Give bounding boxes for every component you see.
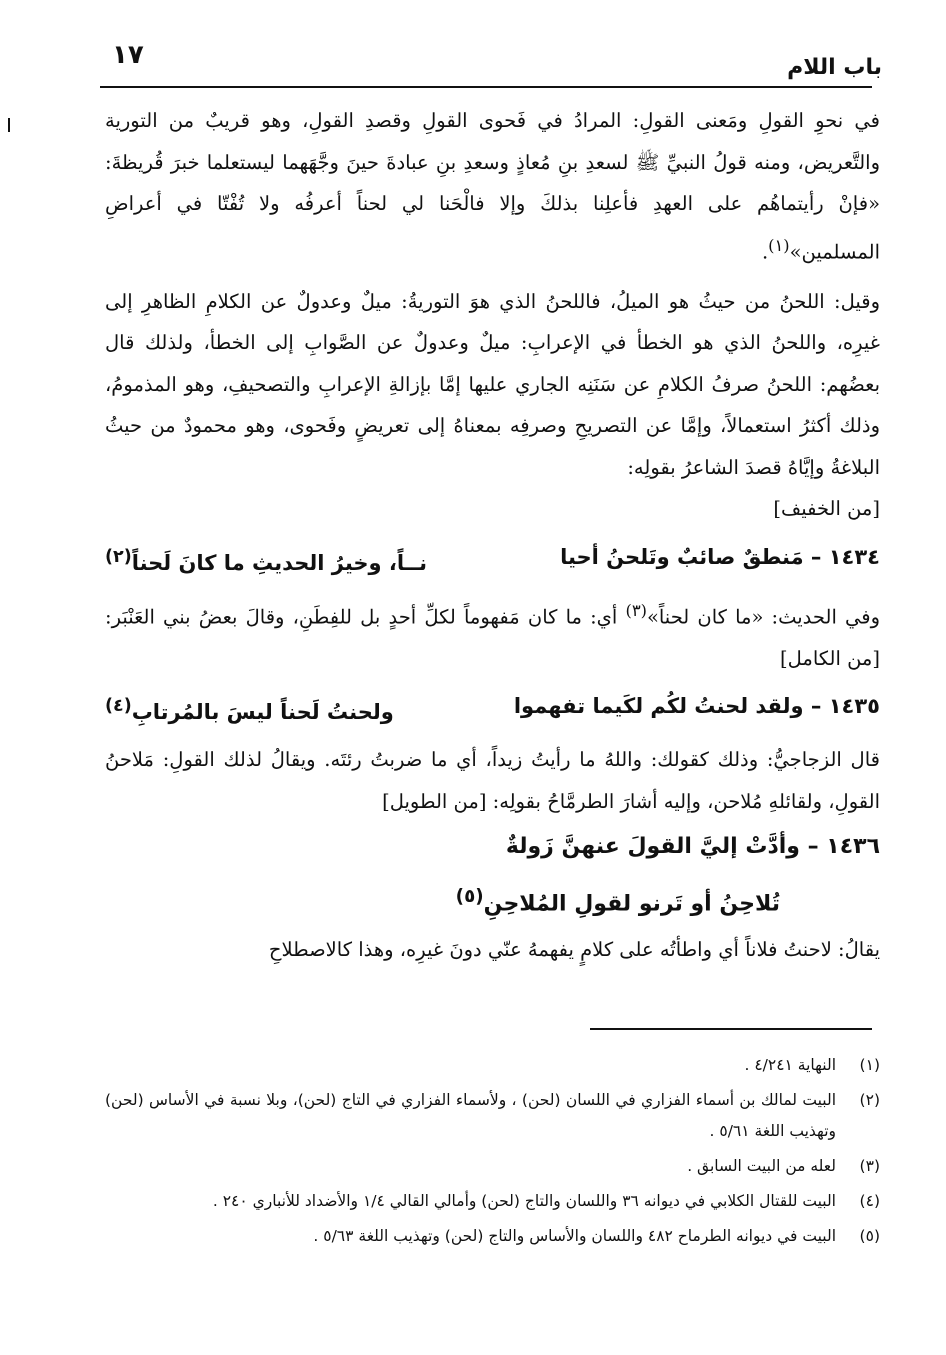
footnote-number: (٢) (859, 1091, 880, 1109)
footnote-number: (٥) (859, 1227, 880, 1245)
verse-1435 (105, 683, 880, 735)
footnote-text: البيت في ديوانه الطرماح ٤٨٢ واللسان والأساس والتاج (لحن) وتهذيب اللغة ٥/٦٣ . (313, 1227, 836, 1245)
footnote-ref: (٥) (455, 886, 484, 907)
footnote-text: النهاية ٤/٢٤١ . (744, 1056, 836, 1074)
footnote-text: البيت لمالك بن أسماء الفزاري في اللسان (لحن) ، ولأسماء الفزاري في التاج (لحن)، وبلا نسبة في الأساس (لحن) وتهذيب اللغة ٥/٦١ . (105, 1091, 836, 1140)
verse-text: ولحنتُ لَحناً ليسَ بالمُرتابِ (131, 700, 394, 724)
meter-label: [من الكامل] (780, 646, 880, 670)
footnote-number: (٤) (859, 1192, 880, 1210)
paragraph-text: وفي الحديث: «ما كان لحناً» (646, 605, 880, 628)
header-rule (100, 86, 872, 88)
footnote-item (105, 1151, 880, 1182)
main-text (105, 100, 880, 971)
paragraph-5: يقالُ: لاحنتُ فلاناً أي واطأتُه على كلامٍ يفهمهُ عنّي دونَ غيرِه، وهذا كالاصطلاحِ (268, 938, 880, 962)
footnote-item (105, 1050, 880, 1081)
verse-first-hemistich: ١٤٣٤ – مَنطقٌ صائبٌ وتَلحنُ أحيا (560, 544, 880, 569)
meter-label: [من الخفيف] (773, 497, 880, 520)
footnote-ref: (٤) (105, 696, 132, 716)
footnote-rule (590, 1028, 872, 1030)
footnote-ref: (٣) (625, 600, 647, 620)
verse-first-hemistich: ١٤٣٦ – وأدَّتْ إليَّ القولَ عنهنَّ زَولةٌ (505, 834, 880, 859)
verse-second-hemistich (105, 872, 880, 929)
paragraph-3 (105, 590, 880, 680)
footnote-ref: (٢) (105, 546, 132, 567)
verse-1436 (105, 822, 880, 929)
footnote-number: (١) (859, 1056, 880, 1074)
chapter-title: باب اللام (787, 55, 882, 80)
footnote-item (105, 1186, 880, 1217)
paragraph-text: قال الزجاجيُّ: وذلك كقولك: واللهُ ما رأيتُ زيداً، أي ما ضربتُ رئتَه. ويقالُ لذلك القولِ: مَلاحنُ القولِ، ولقائلهِ مُلاحن، وإليه أشارَ الطرمَّاحُ بقولِه: (105, 748, 880, 813)
paragraph-text: أي: ما كان مَفهوماً لكلِّ أحدٍ بل للفِطَنِ، وقالَ بعضُ بني العَنْبَر: (105, 605, 618, 628)
footnote-number: (٣) (859, 1157, 880, 1175)
verse-text: نــاً، وخيرُ الحديثِ ما كانَ لَحناً (131, 550, 428, 575)
footnotes (105, 1050, 880, 1252)
paragraph-2 (105, 281, 880, 530)
paragraph-text: في نحوِ القولِ ومَعنى القولِ: المرادُ في فَحوى القولِ وقصدِ القولِ، وهو قريبٌ من التورية والتَّعريض، ومنه قولُ النبيِّ ﷺ لسعدِ بنِ مُعاذٍ وسعدِ بنِ عبادةَ حينَ وجَّهَهما ليستعلما خبرَ قُريظةَ: «فإنْ رأيتماهُم على العهدِ فأعلِنا بذلكَ وإلا فالْحَنا لي لحناً أعرفُه ولا تُفْتّا في أعراضِ المسلمين» (105, 109, 880, 263)
page-number: ١٧ (112, 40, 144, 70)
verse-first-hemistich: ١٤٣٥ – ولقد لحنتُ لكُم لكَيما تفهموا (513, 694, 880, 718)
paragraph-4 (105, 739, 880, 822)
footnote-text: البيت للقتال الكلابي في ديوانه ٣٦ واللسان والتاج (لحن) وأمالي القالي ١/٤ والأضداد للأنباري ٢٤٠ . (212, 1192, 836, 1210)
verse-second-hemistich (105, 534, 427, 586)
paragraph-text: وقيل: اللحنُ من حيثُ هو الميلُ، فاللحنُ الذي هوَ التوريةُ: ميلٌ وعدولٌ عن الكلامِ الظاهرِ إلى غيرِه، واللحنُ الذي هو الخطأ في الإعرابِ: ميلٌ وعدولٌ عن الصَّوابِ إلى الخطأ، ولذلك قال بعضُهم: اللحنُ صرفُ الكلامِ عن سَنَنِه الجاري عليها إمَّا بإزالةِ الإعرابِ والتصحيفِ، وهو المذمومُ، وذلك أكثرُ استعمالاً، وإمَّا عن التصريحِ وصرفِه بمعناهُ إلى تعريضٍ وفَحوى، وهو محمودٌ من حيثُ البلاغةُ وإيَّاهُ قصدَ الشاعرُ بقولِه: (105, 289, 880, 479)
verse-1434 (105, 534, 880, 586)
footnote-text: لعله من البيت السابق . (687, 1157, 836, 1175)
meter-label: [من الطويل] (382, 789, 487, 813)
footnote-ref: (١) (768, 235, 790, 255)
footnote-item (105, 1085, 880, 1147)
footnote-item (105, 1221, 880, 1252)
paragraph-1: في نحوِ القولِ ومَعنى القولِ: المرادُ في فَحوى القولِ وقصدِ القولِ، وهو قريبٌ من التورية والتَّعريض، ومنه قولُ النبيِّ ﷺ لسعدِ بنِ مُعاذٍ وسعدِ بنِ عبادةَ حينَ وجَّهَهما ليستعلما خبرَ قُريظةَ: «فإنْ رأيتماهُم على العهدِ فأعلِنا بذلكَ وإلا فالْحَنا لي لحناً أعرفُه ولا تُفْتّا في أعراضِ المسلمين»$^{(١)}$. (105, 109, 880, 263)
verse-text: تُلاحِنُ أو تَرنو لقولِ المُلاحِنِ (483, 891, 780, 917)
verse-second-hemistich (105, 683, 394, 735)
margin-mark (8, 118, 10, 132)
